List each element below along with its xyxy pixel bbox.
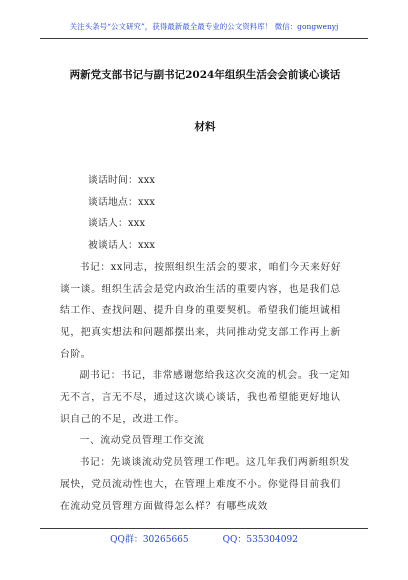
header-divider: [40, 38, 368, 39]
document-title-line1: 两新党支部书记与副书记2024年组织生活会会前谈心谈话: [69, 69, 341, 81]
document-body: [60, 257, 350, 517]
meta-speaker: 谈话人：xxx: [88, 218, 146, 230]
meta-listener: 被谈话人：xxx: [88, 240, 156, 252]
paragraph-1: 书记：xx同志，按照组织生活会的要求，咱们今天来好好谈一谈。组织生活会是党内政治生活的重要内容，也是我们总结工作、查找问题、提升自身的重要契机。希望我们能坦诚相见，把真实想法和问题都摆出来，共同推动党支部工作再上新台阶。: [60, 261, 342, 360]
paragraph-3: 书记：先谈谈流动党员管理工作吧。这几年我们两新组织发展快，党员流动性也大，在管理上难度不小。你觉得目前我们在流动党员管理方面做得怎么样？有哪些成效: [60, 457, 350, 512]
footer-divider: [40, 528, 368, 529]
meta-place: 谈话地点：xxx: [88, 196, 156, 208]
paragraph-2: 副书记：书记，非常感谢您给我这次交流的机会。我一定知无不言，言无不尽，通过这次谈心谈话，我也希望能更好地认识自己的不足，改进工作。: [60, 370, 350, 425]
footer-contacts: [0, 534, 408, 546]
footer-qq-group: QQ群：30265665: [110, 535, 189, 545]
meta-time: 谈话时间：xxx: [88, 175, 156, 186]
header-banner: 关注头条号“公文研究”，获得最新最全最专业的公文资料库！ 微信：gongwenyj: [69, 22, 339, 31]
section-heading-1: 一、流动党员管理工作交流: [79, 435, 205, 447]
footer-qq: QQ：535304092: [222, 535, 298, 545]
document-title-line2: 材料: [194, 121, 216, 133]
